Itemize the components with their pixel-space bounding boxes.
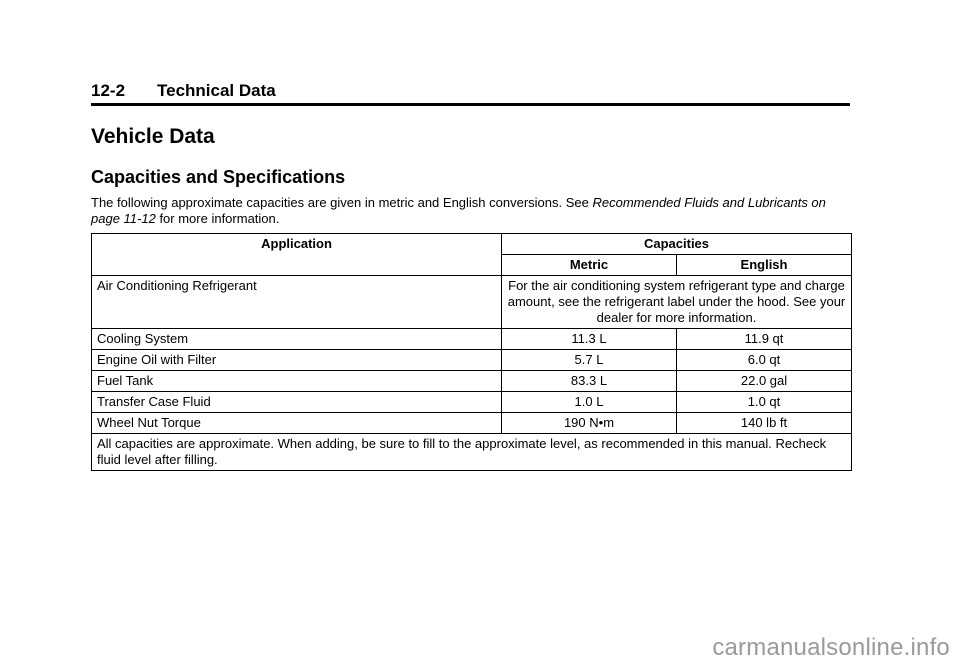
table-footnote: All capacities are approximate. When adding, be sure to fill to the approximate level, as recommended in this manual. Recheck fluid level after filling. bbox=[92, 434, 852, 471]
header-metric: Metric bbox=[502, 255, 677, 276]
section-number: 12-2 bbox=[91, 81, 126, 100]
row-application: Engine Oil with Filter bbox=[92, 350, 502, 371]
table-row bbox=[92, 413, 852, 434]
intro-paragraph bbox=[91, 195, 851, 227]
row-metric: 5.7 L bbox=[502, 350, 677, 371]
table-row bbox=[92, 350, 852, 371]
row-application: Cooling System bbox=[92, 329, 502, 350]
row-application: Transfer Case Fluid bbox=[92, 392, 502, 413]
row-metric: 11.3 L bbox=[502, 329, 677, 350]
row-metric: 1.0 L bbox=[502, 392, 677, 413]
row-metric: 83.3 L bbox=[502, 371, 677, 392]
table-row bbox=[92, 276, 852, 329]
capacities-table bbox=[91, 233, 852, 471]
table-footnote-row bbox=[92, 434, 852, 471]
row-english: 22.0 gal bbox=[677, 371, 852, 392]
header-english: English bbox=[677, 255, 852, 276]
section-title: Technical Data bbox=[157, 81, 276, 100]
ac-refrigerant-note: For the air conditioning system refrigerant type and charge amount, see the refrigerant label under the hood. See your dealer for more information. bbox=[502, 276, 852, 329]
row-english: 6.0 qt bbox=[677, 350, 852, 371]
row-application: Wheel Nut Torque bbox=[92, 413, 502, 434]
table-row bbox=[92, 392, 852, 413]
page-heading: Vehicle Data bbox=[91, 125, 215, 148]
intro-text-before: The following approximate capacities are given in metric and English conversions. See bbox=[91, 195, 593, 210]
row-application: Fuel Tank bbox=[92, 371, 502, 392]
row-metric: 190 N•m bbox=[502, 413, 677, 434]
table-header-row bbox=[92, 234, 852, 255]
watermark: carmanualsonline.info bbox=[712, 634, 950, 661]
table-row bbox=[92, 329, 852, 350]
header-application: Application bbox=[92, 234, 502, 276]
section-header bbox=[91, 81, 850, 106]
row-application: Air Conditioning Refrigerant bbox=[92, 276, 502, 329]
table-row bbox=[92, 371, 852, 392]
row-english: 1.0 qt bbox=[677, 392, 852, 413]
page-subheading: Capacities and Specifications bbox=[91, 167, 346, 187]
intro-reference-link[interactable]: Recommended Fluids and Lubricants on page 11-12 bbox=[91, 195, 826, 226]
row-english: 140 lb ft bbox=[677, 413, 852, 434]
row-english: 11.9 qt bbox=[677, 329, 852, 350]
intro-text-after: for more information. bbox=[155, 211, 280, 226]
header-capacities: Capacities bbox=[502, 234, 852, 255]
